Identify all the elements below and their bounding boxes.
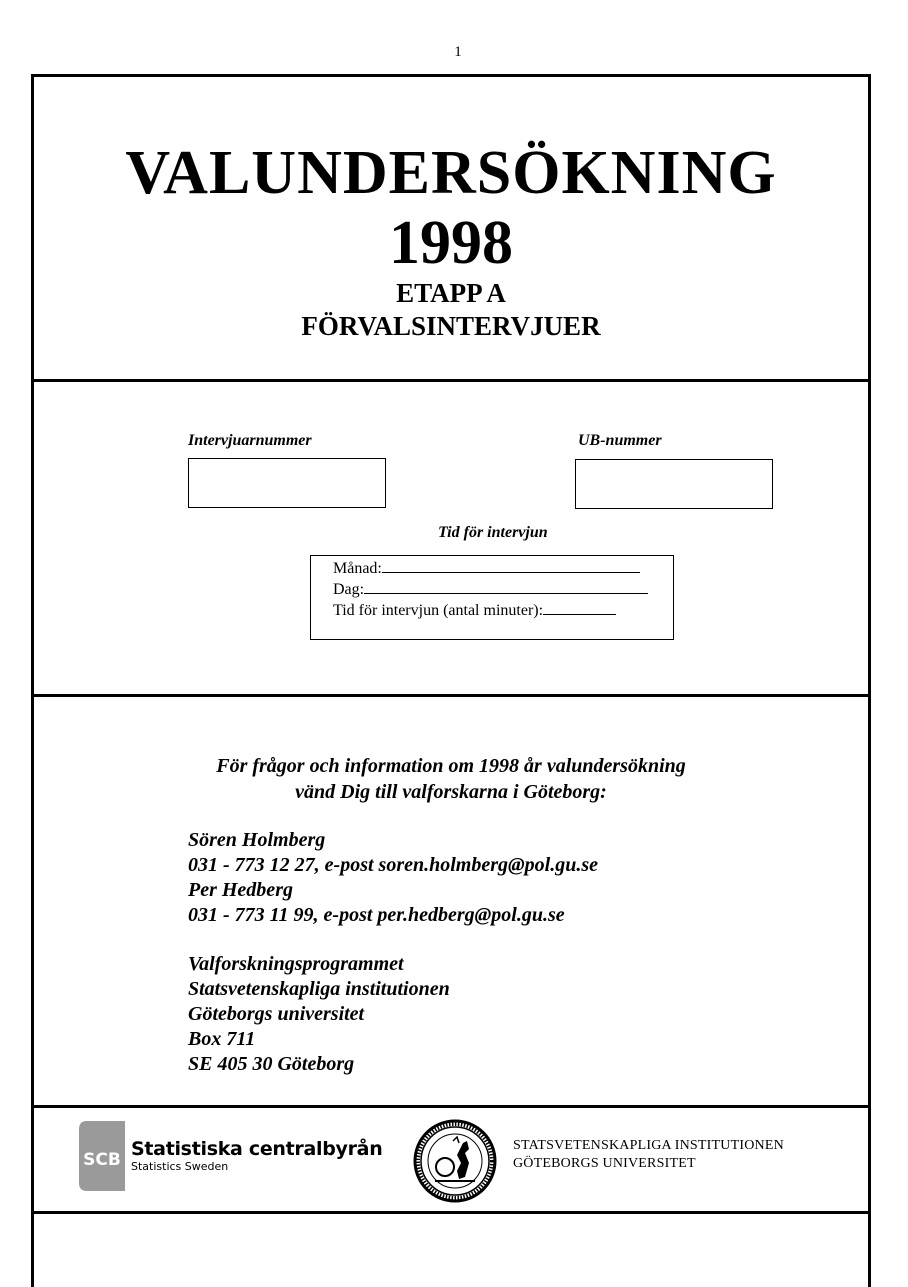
contact-name: Per Hedberg [188,879,293,901]
address-line: Göteborgs universitet [188,1003,365,1025]
ub-number-field[interactable] [575,459,773,509]
survey-year: 1998 [389,209,513,277]
day-label: Dag: [333,581,365,598]
month-field[interactable] [382,559,640,573]
institution-name: STATSVETENSKAPLIGA INSTITUTIONEN [513,1138,784,1153]
contact-detail: 031 - 773 11 99, e-post per.hedberg@pol.gu.se [188,904,565,926]
address-line: Valforskningsprogrammet [188,953,404,975]
info-heading-line1: För frågor och information om 1998 år valundersökning [216,755,686,777]
duration-field[interactable] [543,601,616,615]
info-heading-line2: vänd Dig till valforskarna i Göteborg: [295,781,607,803]
university-seal-icon [413,1119,497,1203]
day-field[interactable] [364,580,648,594]
address-line: SE 405 30 Göteborg [188,1053,355,1075]
page-number: 1 [454,44,462,60]
scb-logo-text: SCB [83,1150,121,1170]
page-title: VALUNDERSÖKNING [125,139,777,207]
interview-time-box [310,555,674,640]
interviewer-number-label: Intervjuarnummer [188,432,312,449]
address-line: Box 711 [188,1028,256,1050]
duration-label: Tid för intervjun (antal minuter): [333,602,544,619]
interviewer-number-field[interactable] [188,458,386,508]
duration-row [333,601,616,620]
survey-stage: ETAPP A [396,278,506,308]
month-row [333,559,640,578]
contact-detail: 031 - 773 12 27, e-post soren.holmberg@pol.gu.se [188,854,598,876]
divider-1 [31,379,869,382]
day-row [333,580,648,599]
university-name: GÖTEBORGS UNIVERSITET [513,1156,696,1171]
scb-logo-icon [79,1121,125,1191]
scb-name: Statistiska centralbyrån [131,1138,383,1160]
interview-time-heading: Tid för intervjun [438,524,548,541]
divider-3 [31,1105,869,1108]
scb-subtitle: Statistics Sweden [131,1160,229,1173]
month-label: Månad: [333,560,382,577]
divider-2 [31,694,869,697]
survey-subtitle: FÖRVALSINTERVJUER [301,311,601,341]
ub-number-label: UB-nummer [578,432,662,449]
divider-4 [31,1211,869,1214]
contact-name: Sören Holmberg [188,829,326,851]
divider-top [31,74,869,77]
address-line: Statsvetenskapliga institutionen [188,978,450,1000]
